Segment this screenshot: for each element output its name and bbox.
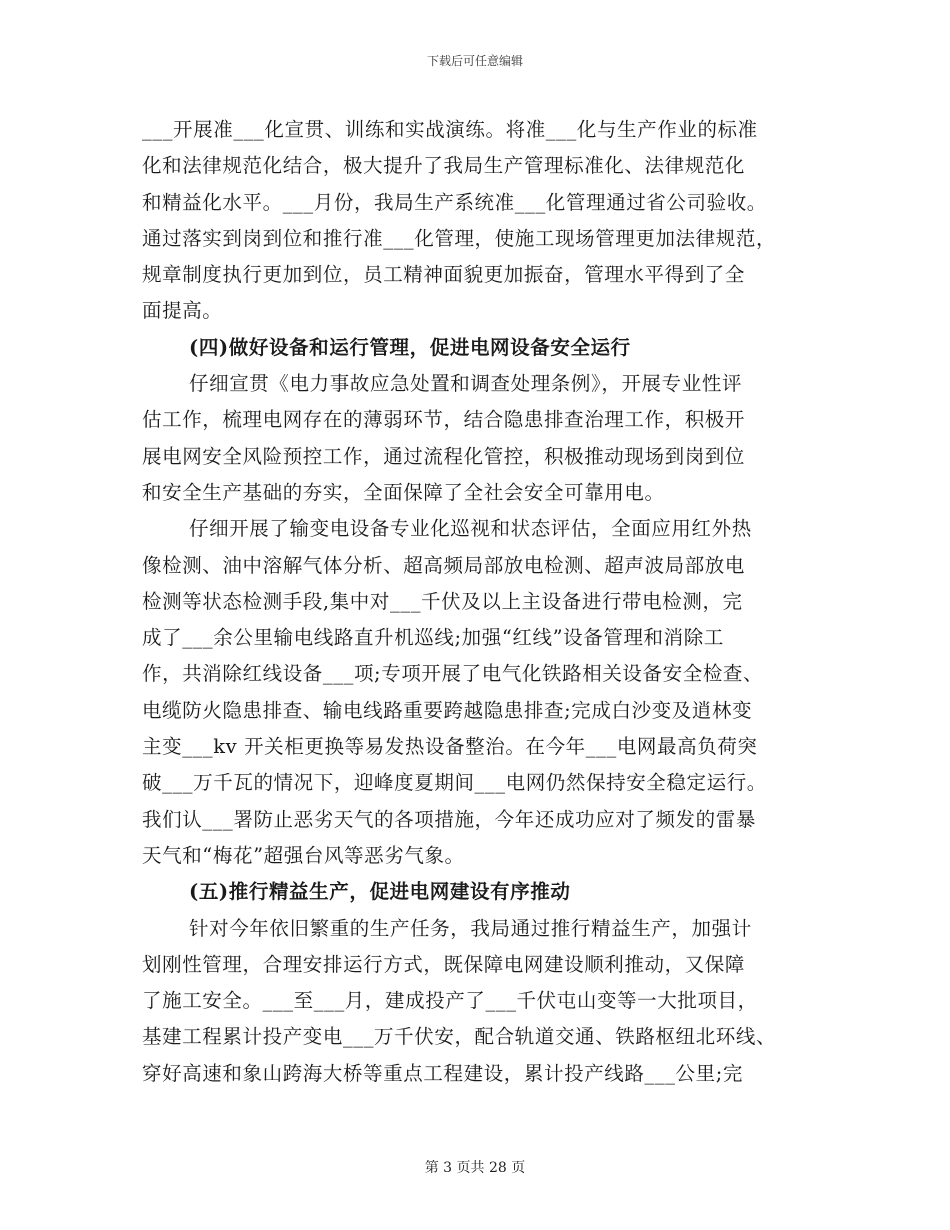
paragraph-line: 通过落实到岗到位和推行准___化管理，使施工现场管理更加法律规范， [142, 226, 777, 250]
paragraph-line: 基建工程累计投产变电___万千伏安，配合轨道交通、铁路枢纽北环线、 [142, 1025, 777, 1049]
paragraph-line: 成了___余公里输电线路直升机巡线;加强“红线”设备管理和消除工 [142, 626, 724, 650]
paragraph-line: 化和法律规范化结合，极大提升了我局生产管理标准化、法律规范化 [142, 154, 746, 178]
document-body [142, 112, 810, 1092]
paragraph-line: 了施工安全。___至___月，建成投产了___千伏屯山变等一大批项目， [142, 989, 758, 1013]
section-heading: (五)推行精益生产，促进电网建设有序推动 [189, 880, 571, 904]
paragraph-line: 面提高。 [142, 299, 223, 323]
section-heading: (四)做好设备和运行管理，促进电网设备安全运行 [189, 335, 631, 359]
paragraph-line: 我们认___署防止恶劣天气的各项措施，今年还成功应对了频发的雷暴 [142, 807, 756, 831]
paragraph-line: 检测等状态检测手段,集中对___千伏及以上主设备进行带电检测，完 [142, 589, 743, 613]
paragraph-line: 电缆防火隐患排查、输电线路重要跨越隐患排查;完成白沙变及逍林变 [142, 698, 753, 722]
paragraph-line: 和安全生产基础的夯实，全面保障了全社会安全可靠用电。 [142, 480, 665, 504]
page-number: 第 3 页共 28 页 [424, 1160, 526, 1176]
paragraph-line: 主变___kv 开关柜更换等易发热设备整治。在今年___电网最高负荷突 [142, 735, 758, 759]
paragraph-line: 划刚性管理，合理安排运行方式，既保障电网建设顺利推动，又保障 [142, 952, 746, 976]
paragraph-line: 破___万千瓦的情况下，迎峰度夏期间___电网仍然保持安全稳定运行。 [142, 771, 767, 795]
paragraph-line: 展电网安全风险预控工作，通过流程化管控，积极推动现场到岗到位 [142, 444, 746, 468]
paragraph-line: ___开展准___化宣贯、训练和实战演练。将准___化与生产作业的标准 [142, 118, 758, 141]
paragraph-line: 穿好高速和象山跨海大桥等重点工程建设，累计投产线路___公里;完 [142, 1061, 744, 1085]
paragraph-line: 规章制度执行更加到位，员工精神面貌更加振奋，管理水平得到了全 [142, 263, 746, 287]
paragraph-line: 仔细开展了输变电设备专业化巡视和状态评估，全面应用红外热 [189, 517, 752, 541]
paragraph-line: 天气和“梅花”超强台风等恶劣气象。 [142, 843, 465, 867]
paragraph-line: 作，共消除红线设备___项;专项开展了电气化铁路相关设备安全检查、 [142, 662, 764, 686]
paragraph-line: 估工作，梳理电网存在的薄弱环节，结合隐患排查治理工作，积极开 [142, 408, 746, 432]
paragraph-line: 和精益化水平。___月份，我局生产系统准___化管理通过省公司验收。 [142, 190, 767, 214]
paragraph-line: 针对今年依旧繁重的生产任务，我局通过推行精益生产，加强计 [189, 916, 752, 940]
header-note: 下载后可任意编辑 [426, 54, 523, 68]
paragraph-line: 仔细宣贯《电力事故应急处置和调查处理条例》，开展专业性评 [189, 372, 743, 396]
paragraph-line: 像检测、油中溶解气体分析、超高频局部放电检测、超声波局部放电 [142, 553, 746, 577]
